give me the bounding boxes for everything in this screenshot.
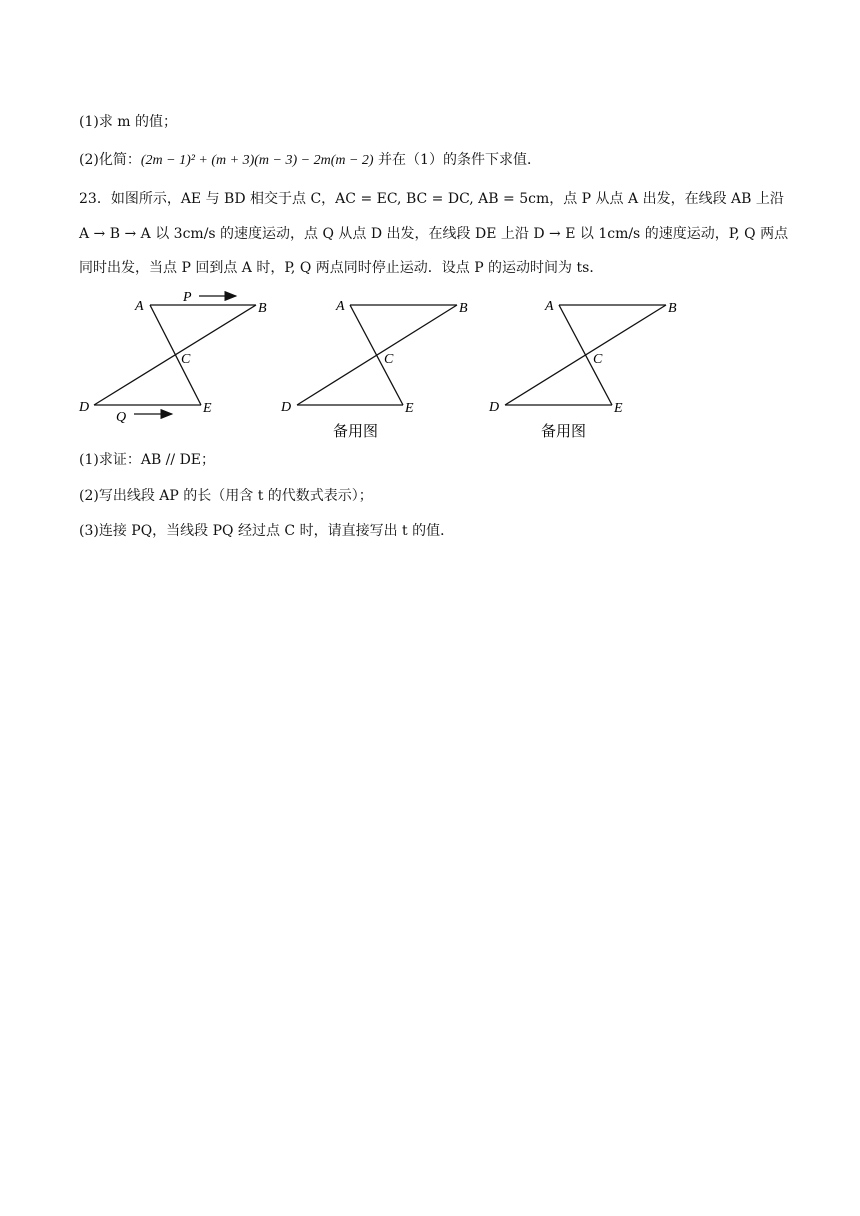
fig3-label-b: B	[668, 301, 677, 316]
fig1-label-b: B	[258, 301, 267, 316]
part2-expression: (2m − 1)² + (m + 3)(m − 3) − 2m(m − 2)	[140, 153, 374, 168]
question-22-part2	[79, 150, 541, 171]
figure-backup-1	[297, 305, 457, 405]
fig3-caption: 备用图	[541, 424, 587, 440]
fig2-caption: 备用图	[333, 424, 379, 440]
question-23-line1: 23．如图所示，AE 与 BD 相交于点 C，AC = EC, BC = DC, AB = 5cm，点 P 从点 A 出发，在线段 AB 上沿	[79, 191, 784, 207]
fig1-label-a: A	[135, 299, 144, 314]
fig3-label-c: C	[593, 352, 603, 367]
question-22-part1: (1)求 m 的值；	[79, 114, 178, 130]
part2-prefix: (2)化简：	[79, 152, 141, 168]
fig1-label-q: Q	[116, 410, 127, 425]
fig3-label-d: D	[489, 400, 500, 415]
question-23-part3: (3)连接 PQ，当线段 PQ 经过点 C 时，请直接写出 t 的值．	[79, 523, 455, 539]
fig2-label-b: B	[459, 301, 468, 316]
fig1-label-d: D	[79, 400, 90, 415]
fig2-label-c: C	[384, 352, 394, 367]
figures	[0, 280, 860, 450]
figure-backup-2	[505, 305, 666, 405]
fig1-label-e: E	[203, 401, 212, 416]
fig2-label-e: E	[405, 401, 414, 416]
fig3-label-a: A	[545, 299, 554, 314]
question-23-part2: (2)写出线段 AP 的长（用含 t 的代数式表示）；	[79, 488, 373, 504]
fig1-label-c: C	[181, 352, 191, 367]
part2-suffix: 并在（1）的条件下求值．	[378, 152, 541, 168]
question-23-part1: (1)求证：AB // DE；	[79, 452, 216, 468]
question-23-line3: 同时出发，当点 P 回到点 A 时，P, Q 两点同时停止运动．设点 P 的运动时间为 ts．	[79, 260, 604, 276]
figure-main	[94, 296, 256, 414]
fig2-label-d: D	[281, 400, 292, 415]
fig2-label-a: A	[336, 299, 345, 314]
fig1-label-p: P	[183, 290, 192, 305]
question-23-line2: A → B → A 以 3cm/s 的速度运动，点 Q 从点 D 出发，在线段 DE 上沿 D → E 以 1cm/s 的速度运动，P, Q 两点	[79, 226, 789, 242]
fig3-label-e: E	[614, 401, 623, 416]
